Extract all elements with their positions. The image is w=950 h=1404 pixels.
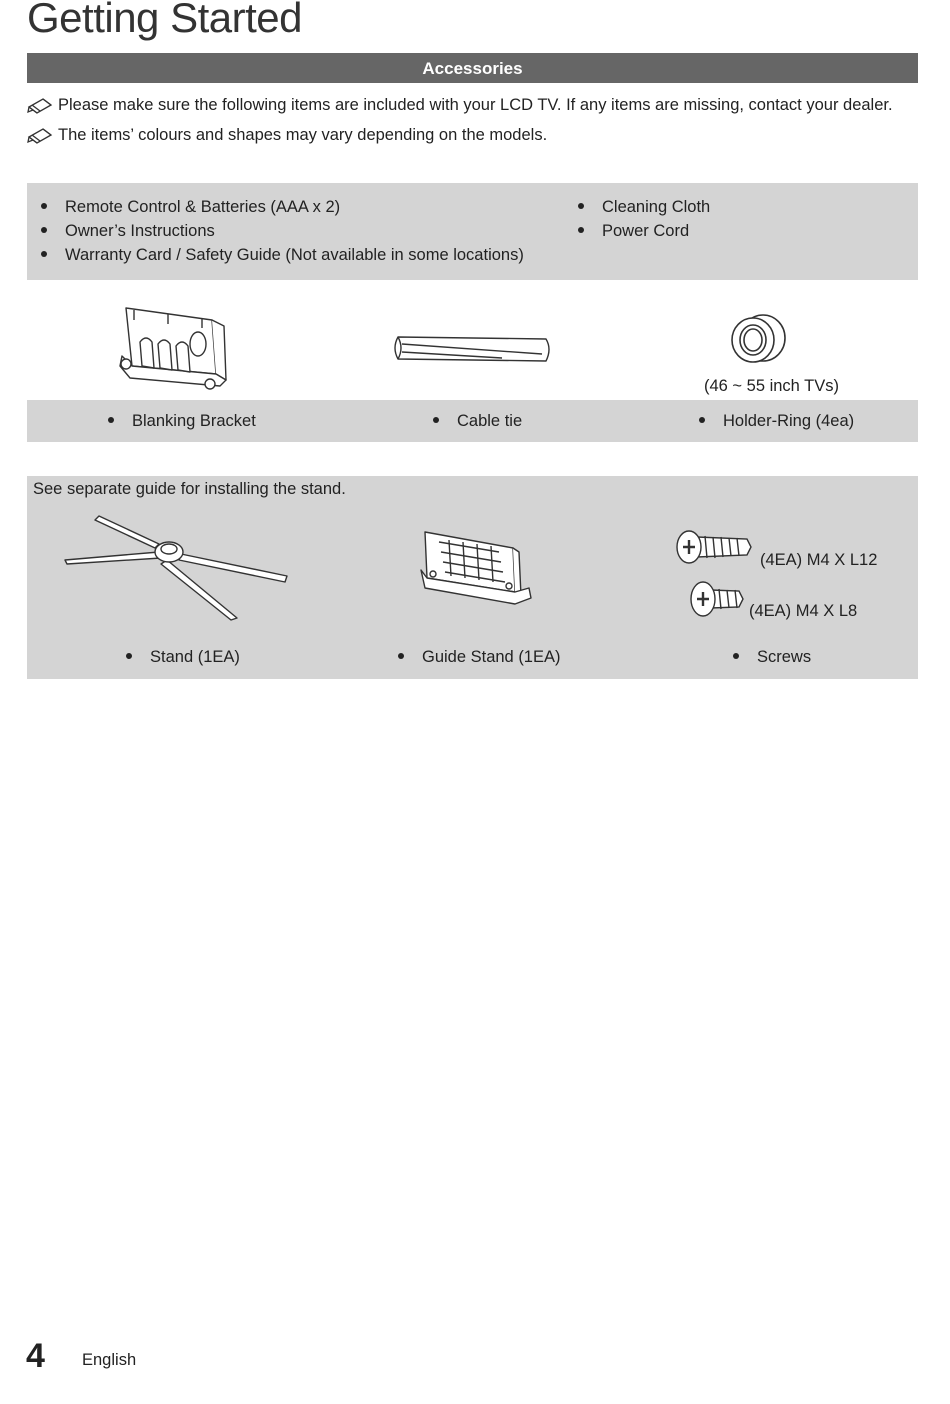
- list-item: Cleaning Cloth: [578, 198, 710, 217]
- list-item: Cable tie: [433, 412, 522, 431]
- screw-m4-l12-icon: [675, 527, 755, 567]
- list-item: Owner’s Instructions: [41, 222, 215, 241]
- note-text: The items’ colours and shapes may vary depending on the models.: [58, 126, 548, 144]
- stand-guide-note: See separate guide for installing the stand.: [33, 480, 346, 498]
- section-header-accessories: Accessories: [27, 53, 918, 83]
- stand-icon: [63, 514, 289, 624]
- page-title: Getting Started: [27, 0, 302, 41]
- guide-stand-icon: [419, 528, 533, 606]
- list-item: Stand (1EA): [126, 648, 240, 667]
- list-item: Guide Stand (1EA): [398, 648, 561, 667]
- screw-m4-l8-icon: [689, 578, 749, 620]
- page-number: 4: [26, 1337, 45, 1375]
- note-included-items: [27, 96, 893, 115]
- cable-tie-icon: [392, 334, 552, 364]
- screw-spec: (4EA) M4 X L8: [749, 602, 858, 620]
- footer-language: English: [82, 1351, 137, 1369]
- blanking-bracket-icon: [112, 304, 232, 394]
- included-items-panel: [27, 183, 918, 280]
- list-item: Remote Control & Batteries (AAA x 2): [41, 198, 340, 217]
- note-text: Please make sure the following items are included with your LCD TV. If any items are missing, contact your dealer.: [58, 96, 893, 114]
- parts-label-row: [27, 400, 918, 442]
- holder-ring-icon: [729, 313, 789, 365]
- list-item: Power Cord: [578, 222, 689, 241]
- note-colours-shapes: [27, 126, 547, 145]
- list-item: Blanking Bracket: [108, 412, 256, 431]
- list-item: Holder-Ring (4ea): [699, 412, 854, 431]
- pencil-note-icon: [27, 127, 53, 145]
- pencil-note-icon: [27, 97, 53, 115]
- screw-spec: (4EA) M4 X L12: [760, 551, 878, 569]
- list-item: Warranty Card / Safety Guide (Not available in some locations): [41, 246, 524, 265]
- list-item: Screws: [733, 648, 811, 667]
- stand-panel: [27, 476, 918, 679]
- holder-ring-size-note: (46 ~ 55 inch TVs): [704, 377, 839, 395]
